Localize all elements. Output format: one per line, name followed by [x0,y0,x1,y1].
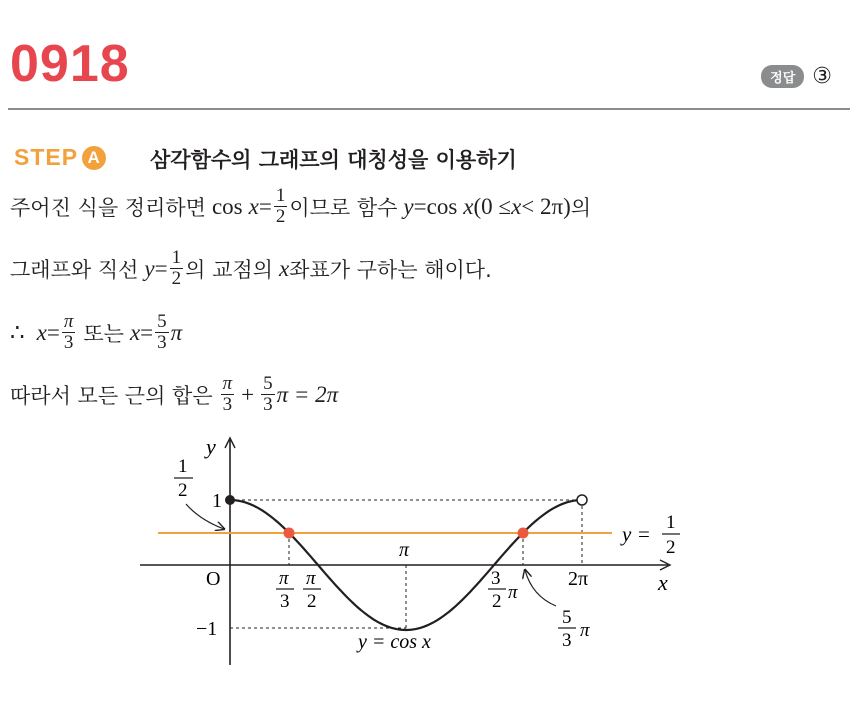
x-pi2-num: π [306,568,316,589]
x-3pi2-den: 2 [492,591,502,612]
line1-x3: x [511,193,522,219]
x-pi3-den: 3 [280,591,290,612]
line3-frac2-den: 3 [157,332,167,353]
line1-y: y [403,193,414,219]
x-5pi3-pointer-arrow-icon [525,570,556,606]
line1-text-2: 이므로 함수 [289,195,398,220]
line4-frac2-num: 5 [263,373,273,394]
line-label-den: 2 [666,537,676,558]
therefore-symbol: ∴ [10,319,25,345]
y-tick-1: 1 [212,490,222,512]
line3-frac1-den: 3 [63,332,74,353]
origin-label: O [206,568,221,590]
answer-value: ③ [812,64,832,89]
line2-y: y [144,255,155,281]
line2-x: x [278,255,290,281]
line2-text-3: 좌표가 구하는 해이다. [289,257,492,282]
line1-domain-open: (0 ≤ [473,193,512,219]
line1-cos2: cos [426,193,458,219]
line2-text-2: 의 교점의 [185,257,273,282]
line3-frac2-num: 5 [157,311,167,332]
x-5pi3-pi: π [580,620,590,641]
line3-eq: = [46,319,60,345]
line1-x2: x [463,193,474,219]
line4-plus: + [241,381,255,407]
problem-number: 0918 [10,35,130,93]
curve-end-point [577,495,587,505]
line4-frac1-den: 3 [222,394,233,415]
line3-eq2: = [140,319,154,345]
line1-text-3: 의 [570,195,592,220]
step-letter-badge: A [82,146,106,170]
x-pi2-den: 2 [307,591,317,612]
line4-frac2-den: 3 [263,394,273,415]
step-text: STEP [14,144,79,170]
intersection-point-1 [284,528,295,539]
curve-start-point [225,495,235,505]
y-tick-neg1: −1 [196,618,218,640]
line3-text-1: 또는 [83,321,124,346]
line2-eq: = [154,255,168,281]
y-axis-label: y [206,434,216,459]
line1-domain-close: < 2π) [521,193,571,219]
x-3pi2-num: 3 [491,568,501,589]
line1-eq: = [258,193,272,219]
line1-x: x [248,193,259,219]
intersection-point-2 [518,528,529,539]
line-label-y: y [622,522,632,546]
x-2pi-label: 2π [568,568,589,590]
line4-rest: π = 2π [276,381,339,407]
y-half-den: 2 [178,480,188,501]
line1-frac-num: 1 [275,185,286,206]
line1-cos: cos [211,193,243,219]
curve-label: y = cos x [358,631,431,653]
line-label-num: 1 [666,512,676,533]
line3-pi: π [170,319,183,345]
step-title: 삼각함수의 그래프의 대칭성을 이용하기 [150,148,517,172]
line1-eq2: = [413,193,427,219]
answer-badge: 정답 [761,65,804,88]
line1-frac-den: 2 [275,206,286,227]
line2-frac-den: 2 [171,268,182,289]
x-5pi3-num: 5 [562,607,572,628]
line3-x2: x [129,319,141,345]
line3-x: x [36,319,47,345]
x-axis-label: x [658,570,668,595]
line-label-eq: = [638,522,650,546]
line2-frac-num: 1 [171,247,182,268]
x-3pi2-pi: π [508,582,518,603]
x-pi3-num: π [279,568,289,589]
y-half-num: 1 [178,456,188,477]
line4-frac1-num: π [222,373,233,394]
line1-text-1: 주어진 식을 정리하면 [10,195,206,220]
x-pi-label: π [399,539,410,561]
line4-text-1: 따라서 모든 근의 합은 [10,383,213,408]
line2-text-1: 그래프와 직선 [10,257,139,282]
x-5pi3-den: 3 [562,630,572,651]
line3-frac1-num: π [63,311,74,332]
